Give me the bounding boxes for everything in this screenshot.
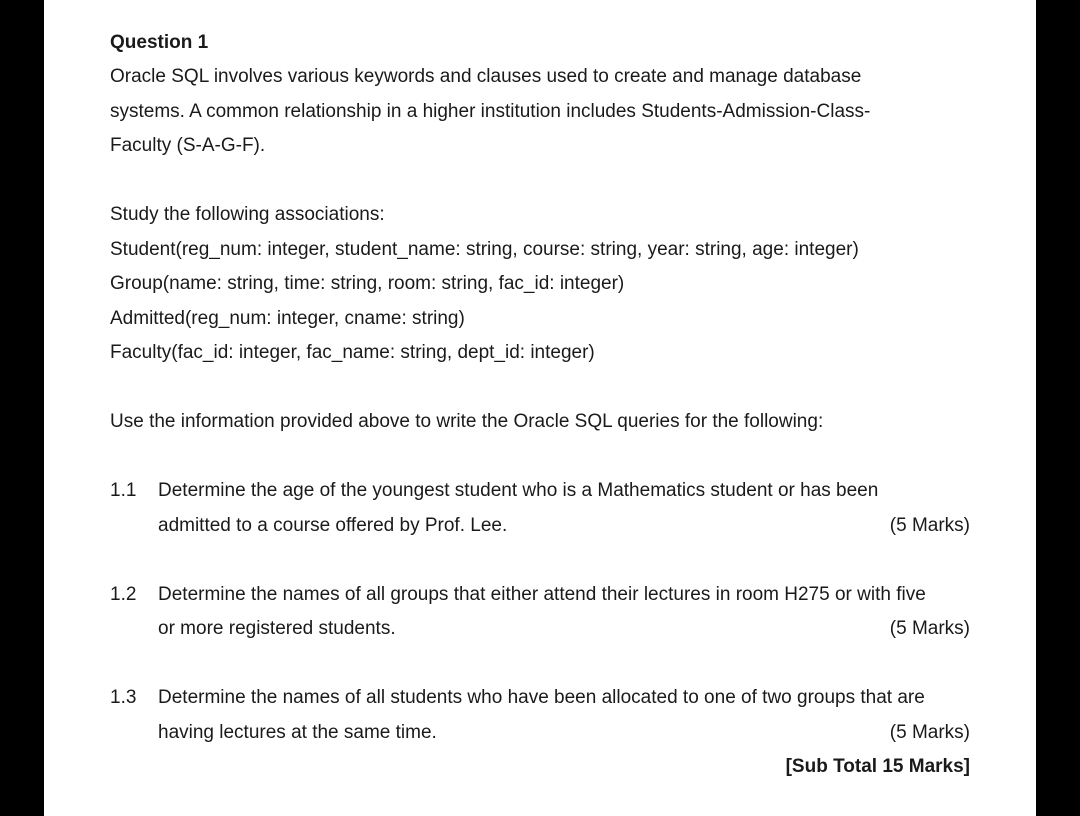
- intro-line-1: Oracle SQL involves various keywords and clauses used to create and manage database: [110, 66, 862, 87]
- association-group: Group(name: string, time: string, room: string, fac_id: integer): [110, 273, 625, 294]
- question-1-1-marks: (5 Marks): [889, 515, 970, 536]
- associations-heading: Study the following associations:: [110, 204, 385, 225]
- subtotal-marks: [Sub Total 15 Marks]: [785, 756, 970, 777]
- document-page: [44, 0, 1036, 816]
- association-faculty: Faculty(fac_id: integer, fac_name: string, dept_id: integer): [110, 342, 595, 363]
- question-number-1-2: 1.2: [110, 584, 137, 605]
- question-1-1-line-1: Determine the age of the youngest student who is a Mathematics student or has been: [158, 480, 879, 501]
- question-number-1-1: 1.1: [110, 480, 137, 501]
- association-admitted: Admitted(reg_num: integer, cname: string): [110, 308, 465, 329]
- intro-line-3: Faculty (S-A-G-F).: [110, 135, 266, 156]
- question-1-1-line-2: admitted to a course offered by Prof. Lee.: [158, 515, 508, 536]
- question-1-2-line-1: Determine the names of all groups that either attend their lectures in room H275 or with five: [158, 584, 926, 605]
- question-title: Question 1: [110, 32, 209, 53]
- question-1-3-line-1: Determine the names of all students who have been allocated to one of two groups that are: [158, 687, 925, 708]
- association-student: Student(reg_num: integer, student_name: string, course: string, year: string, age: integer): [110, 239, 859, 260]
- question-1-2-marks: (5 Marks): [889, 618, 970, 639]
- instruction-text: Use the information provided above to write the Oracle SQL queries for the following:: [110, 411, 824, 432]
- question-1-3-marks: (5 Marks): [889, 722, 970, 743]
- question-1-3-line-2: having lectures at the same time.: [158, 722, 437, 743]
- intro-line-2: systems. A common relationship in a higher institution includes Students-Admission-Class-: [110, 101, 871, 122]
- question-1-2-line-2: or more registered students.: [158, 618, 396, 639]
- question-number-1-3: 1.3: [110, 687, 137, 708]
